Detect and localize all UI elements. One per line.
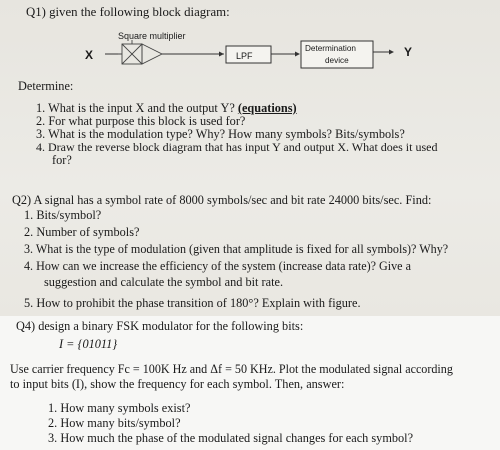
q4-item-1-num: 1. [48, 401, 58, 415]
q4-item-3-text: How much the phase of the modulated signal changes for each symbol? [60, 431, 414, 445]
q2-item-2 [24, 225, 139, 239]
q1-item-2 [36, 114, 245, 128]
arrow-to-output [389, 50, 394, 55]
q1-item-1 [36, 101, 297, 115]
q2-item-5-num: 5. [24, 296, 34, 310]
q4-item-3-num: 3. [48, 431, 58, 445]
q2-title: Q2) A signal has a symbol rate of 8000 symbols/sec and bit rate 24000 bits/sec. Find: [12, 193, 432, 207]
q1-item-4-text: Draw the reverse block diagram that has input Y and output X. What does it used [48, 140, 438, 154]
q4-item-3 [48, 431, 413, 445]
q1-item-3-num: 3. [36, 127, 46, 141]
q1-item-1-text: What is the input X and the output Y? [48, 101, 235, 115]
q1-title: Q1) given the following block diagram: [26, 5, 230, 19]
q4-item-1-text: How many symbols exist? [60, 401, 191, 415]
q2-item-3 [24, 242, 448, 256]
q2-item-3-text: What is the type of modulation (given that amplitude is fixed for all symbols)? Why? [35, 242, 449, 256]
q4-bits: I = {01011} [59, 337, 118, 351]
q4-para-line2: to input bits (I), show the frequency for each symbol. Then, answer: [10, 377, 345, 391]
q1-item-4-num: 4. [36, 140, 45, 154]
q2-item-4-text: How can we increase the efficiency of the system (increase data rate)? Give a [36, 259, 411, 273]
arrow-to-determination [295, 52, 300, 57]
q1-item-3-text: What is the modulation type? Why? How many symbols? Bits/symbols? [48, 127, 405, 141]
q2-item-2-text: Number of symbols? [36, 225, 140, 239]
square-multiplier-symbol [118, 40, 162, 64]
q1-item-1-emph: (equations) [237, 101, 297, 115]
q1-item-2-num: 2. [36, 114, 46, 128]
lpf-label: LPF [236, 51, 253, 61]
arrow-to-lpf [219, 52, 224, 57]
q1-item-1-num: 1. [36, 101, 46, 115]
q2-item-4-num: 4. [24, 259, 34, 273]
q2-item-4 [24, 259, 411, 273]
q4-item-1 [48, 401, 190, 415]
q2-item-5 [24, 296, 361, 310]
q4-para-line1: Use carrier frequency Fc = 100K Hz and Δf = 50 KHz. Plot the modulated signal according [10, 362, 453, 376]
output-y-label: Y [404, 45, 413, 59]
q4-item-2 [48, 416, 181, 430]
q1-item-4-cont: for? [52, 153, 72, 167]
q1-item-4 [36, 140, 437, 154]
q1-item-3 [36, 127, 405, 141]
square-multiplier-label: Square multiplier [118, 31, 186, 41]
determination-label-line2: device [325, 56, 349, 65]
q2-item-1-text: Bits/symbol? [36, 208, 102, 222]
q2-item-1-num: 1. [24, 208, 34, 222]
determination-label-line1: Determination [305, 44, 356, 53]
q2-item-5-text: How to prohibit the phase transition of 180°? Explain with figure. [36, 296, 361, 310]
input-x-label: X [85, 48, 94, 62]
q4-title: Q4) design a binary FSK modulator for the following bits: [16, 319, 304, 333]
q2-item-3-num: 3. [24, 242, 34, 256]
determine-label: Determine: [18, 79, 74, 93]
q2-item-4-cont: suggestion and calculate the symbol and bit rate. [44, 275, 284, 289]
q4-item-2-num: 2. [48, 416, 58, 430]
q4-item-2-text: How many bits/symbol? [60, 416, 181, 430]
q2-item-2-num: 2. [24, 225, 34, 239]
q1-item-2-text: For what purpose this block is used for? [48, 114, 246, 128]
q2-item-1 [24, 208, 101, 222]
